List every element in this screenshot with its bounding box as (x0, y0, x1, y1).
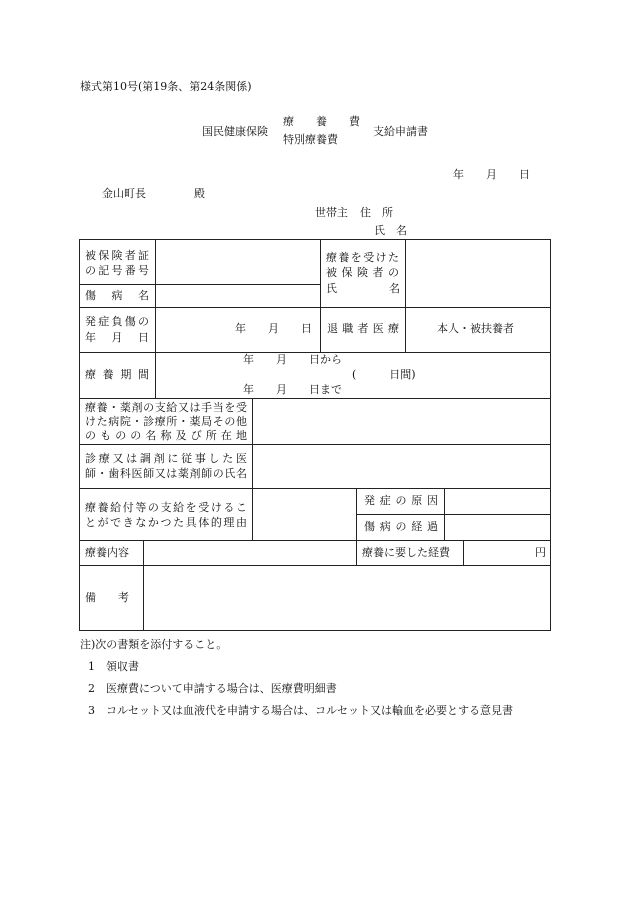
householder-label: 世帯主 (315, 206, 348, 219)
cost-label: 療養に要した経費 (362, 546, 450, 559)
table-rule (155, 239, 156, 398)
note-text: コルセット又は血液代を申請する場合は、コルセット又は輸血を必要とする意見書 (106, 704, 513, 717)
patient-label-2: 被保険者の (326, 266, 399, 279)
period-from: 年 月 日から (243, 353, 342, 366)
treatment-label: 療養内容 (85, 546, 129, 559)
insured-id-label-1: 被保険者証 (85, 249, 149, 262)
attachment-notes (80, 634, 513, 722)
honorific: 殿 (194, 187, 205, 200)
form-number: 様式第10号(第19条、第24条関係) (80, 80, 252, 93)
note-number: 2 (88, 682, 95, 695)
table-rule (444, 488, 445, 540)
note-number: 3 (88, 704, 95, 717)
table-rule (356, 514, 551, 515)
address-label: 住 所 (360, 206, 393, 219)
note-item (80, 656, 513, 678)
table-rule (79, 540, 551, 541)
title-insurance: 国民健康保険 (202, 125, 268, 138)
table-rule (79, 444, 551, 445)
onset-label-1: 発症負傷の (85, 315, 149, 328)
name-label: 氏 名 (374, 224, 407, 237)
onset-label-2: 年 月 日 (85, 331, 149, 344)
insured-id-label-2: の記号番号 (85, 264, 149, 277)
title-medical-expense: 療 養 費 (283, 115, 360, 128)
note-text: 領収書 (106, 660, 139, 673)
period-to: 年 月 日まで (243, 383, 342, 396)
table-rule (79, 565, 551, 566)
provider-label-3: のものの名称及び所在地 (85, 429, 247, 442)
note-item (80, 700, 513, 722)
onset-date: 年 月 日 (235, 322, 312, 335)
remarks-label: 備 考 (85, 591, 129, 604)
period-label: 療 養 期 間 (85, 368, 149, 381)
retiree-label: 退職者医療 (327, 322, 399, 335)
date-line: 年 月 日 (453, 168, 530, 181)
table-rule (79, 488, 551, 489)
period-days: ( 日間) (352, 368, 416, 381)
cause-label: 発症の原因 (364, 494, 438, 507)
cost-unit: 円 (535, 546, 546, 559)
note-item (80, 678, 513, 700)
patient-label-3-left: 氏 (326, 282, 337, 295)
doctor-label-2: 師・歯科医師又は薬剤師の氏名 (85, 467, 247, 480)
table-rule (252, 398, 253, 540)
reason-label-2: とができなかつた具体的理由 (85, 516, 247, 529)
doctor-label-1: 診療又は調剤に従事した医 (85, 452, 247, 465)
patient-label-1: 療養を受けた (326, 251, 399, 264)
title-special-medical-expense: 特別療養費 (283, 133, 338, 146)
course-label: 傷病の経過 (364, 520, 438, 533)
table-rule (463, 540, 464, 565)
note-number: 1 (88, 660, 95, 673)
table-rule (356, 488, 357, 565)
patient-label-3-right: 名 (389, 282, 400, 295)
provider-label-1: 療養・薬剤の支給又は手当を受 (85, 401, 247, 414)
reason-label-1: 療養給付等の支給を受けるこ (85, 501, 247, 514)
table-rule (405, 239, 406, 352)
table-rule (79, 284, 320, 285)
retiree-value: 本人・被扶養者 (437, 322, 514, 335)
table-rule (143, 540, 144, 631)
table-rule (79, 307, 551, 308)
table-rule (320, 239, 321, 352)
notes-heading: 注)次の書類を添付すること。 (80, 638, 228, 651)
note-text: 医療費について申請する場合は、医療費明細書 (106, 682, 337, 695)
title-application: 支給申請書 (373, 125, 428, 138)
table-rule (79, 398, 551, 399)
injury-name-label: 傷 病 名 (85, 289, 149, 302)
addressee: 金山町長 (102, 187, 146, 200)
provider-label-2: けた病院・診療所・薬局その他 (85, 415, 247, 428)
